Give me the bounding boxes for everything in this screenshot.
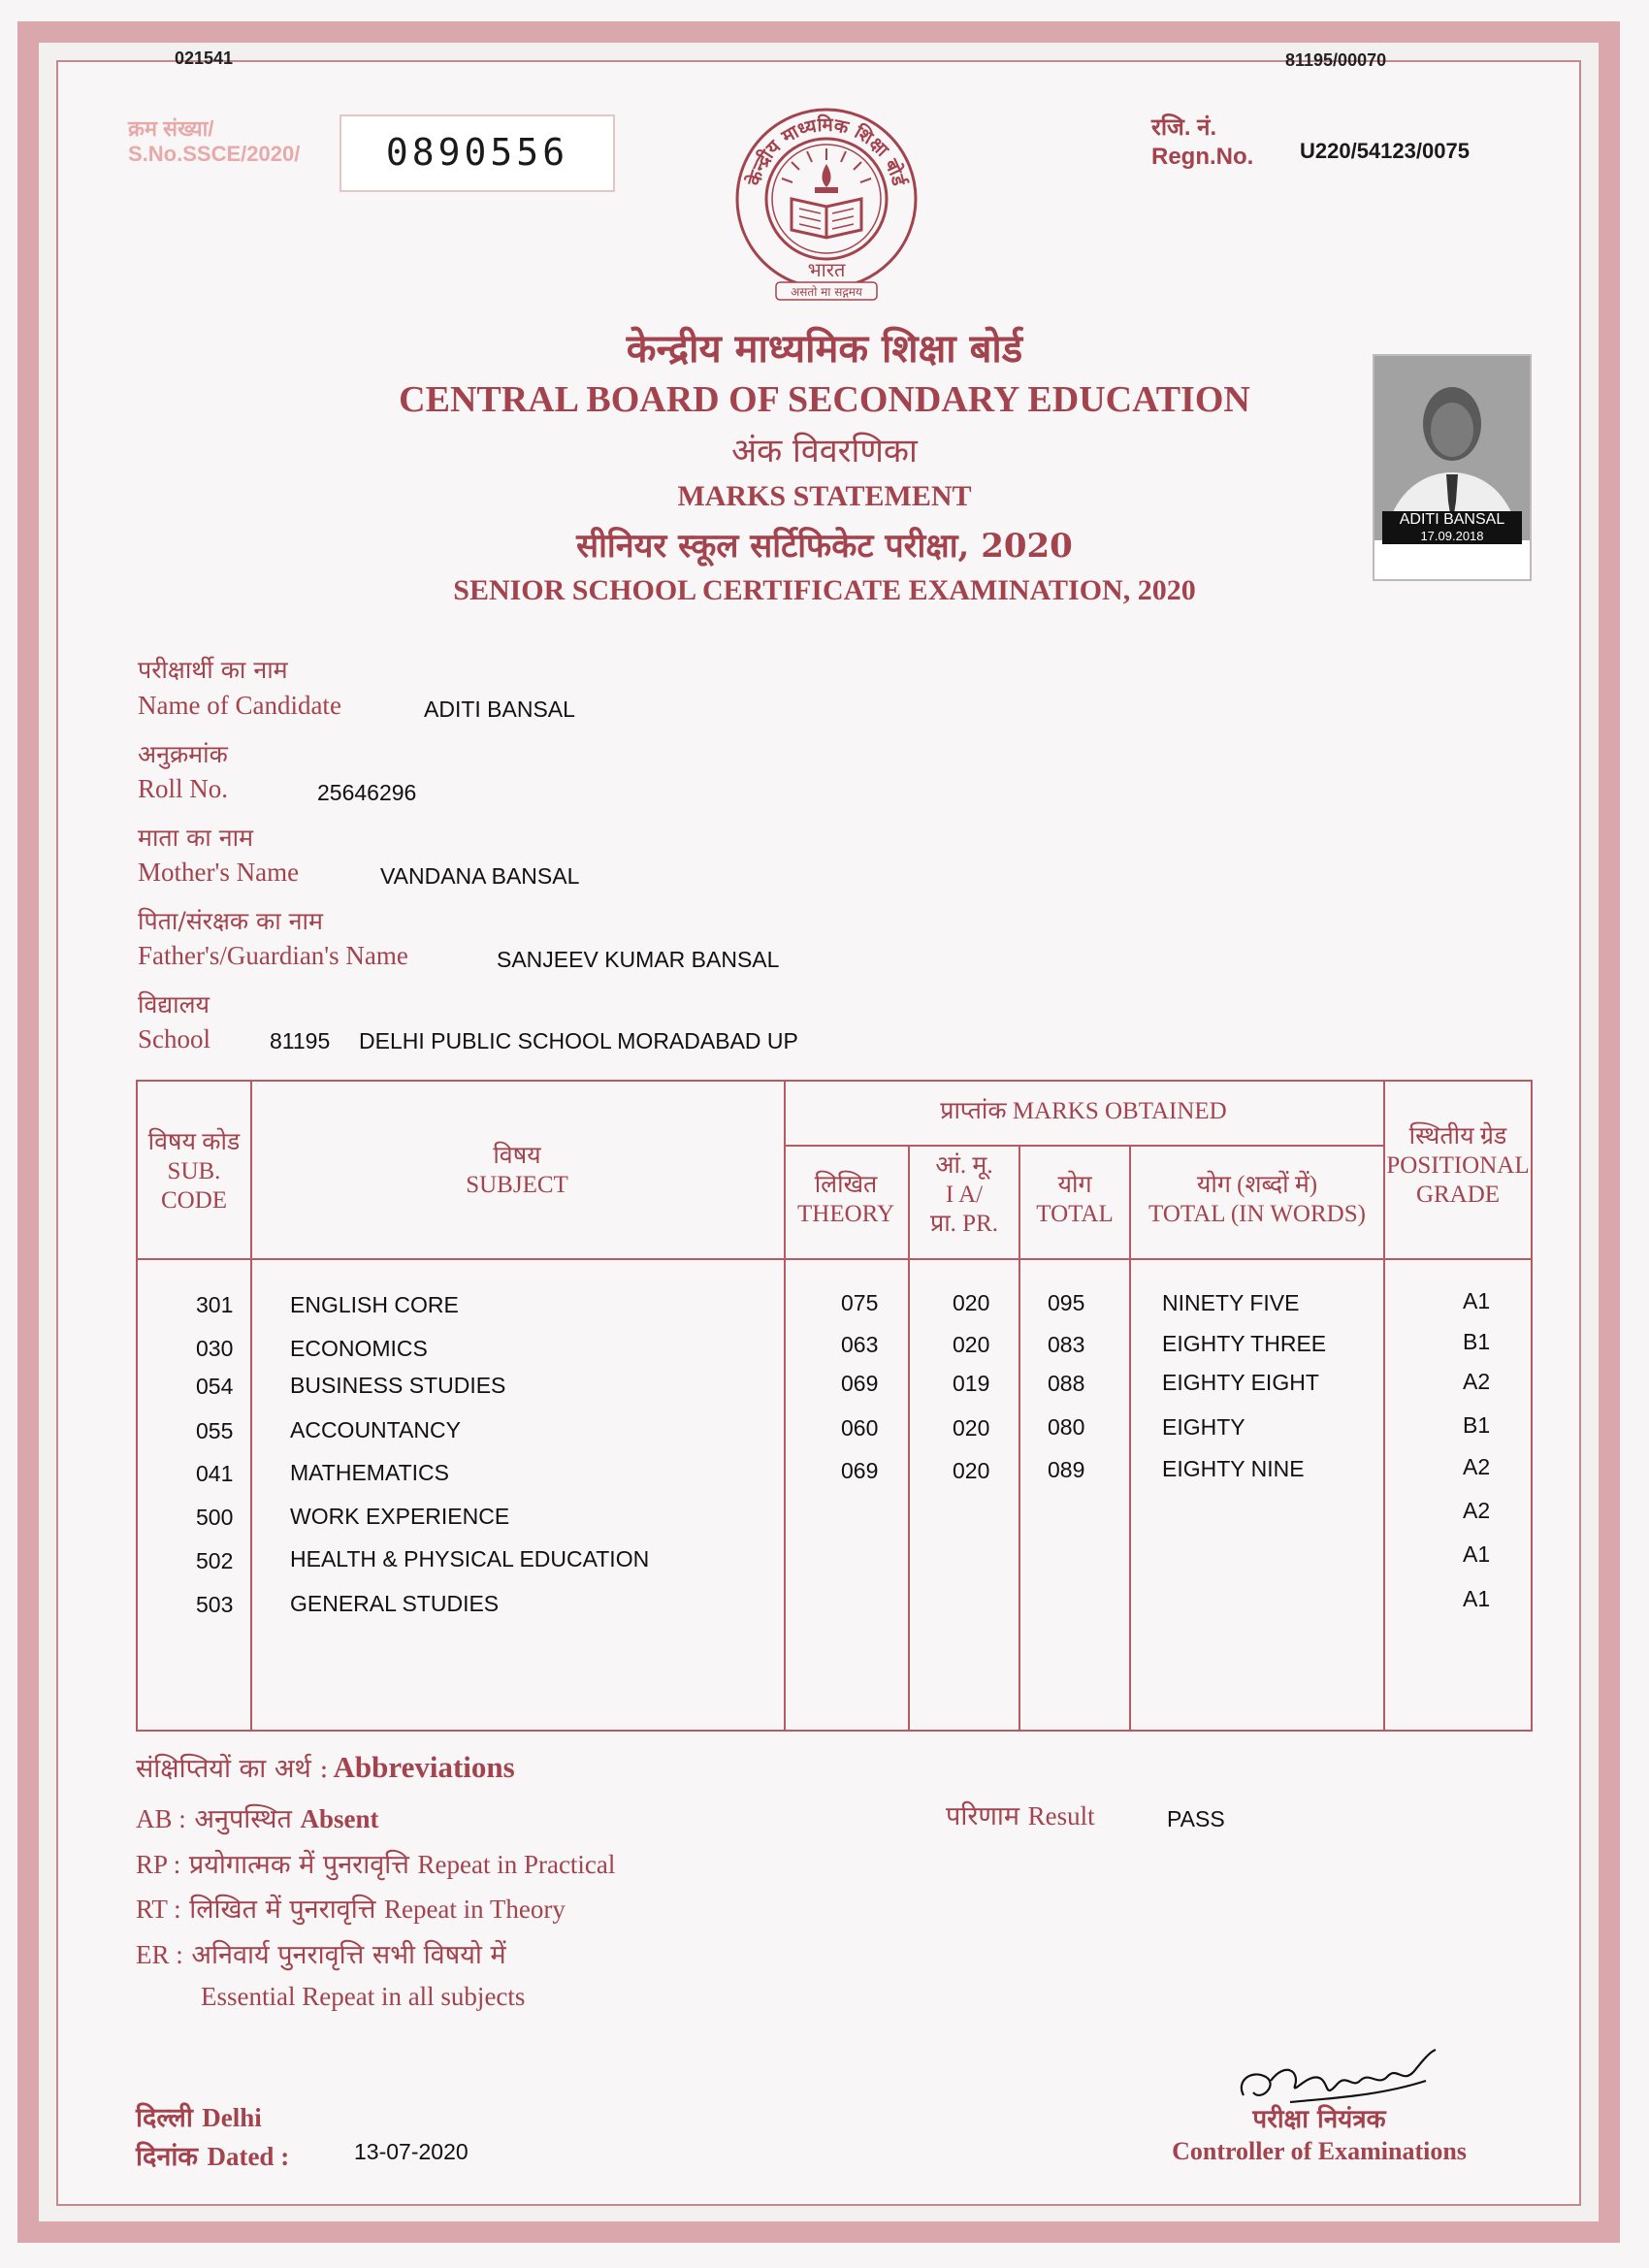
header-grade-line2: GRADE <box>1415 1182 1501 1208</box>
result-label-hindi: परिणाम <box>946 1801 1020 1831</box>
dated-value: 13-07-2020 <box>354 2139 469 2164</box>
header-total-english: TOTAL <box>1036 1201 1114 1227</box>
row-theory: 069 <box>841 1458 879 1483</box>
header-grade-line1: POSITIONAL <box>1386 1152 1530 1179</box>
row-subject: GENERAL STUDIES <box>290 1591 500 1616</box>
abbr-rt <box>136 1890 566 1926</box>
serial-label-english: S.No.SSCE/2020/ <box>128 142 301 166</box>
row-grade: A1 <box>1463 1288 1491 1313</box>
emblem-motto: असतो मा सद्गमय <box>791 285 862 299</box>
photo-caption-name: ADITI BANSAL <box>1399 511 1505 528</box>
school-code: 81195 <box>270 1028 331 1053</box>
board-title-hindi: केन्द्रीय माध्यमिक शिक्षा बोर्ड <box>626 326 1023 372</box>
row-ia: 020 <box>953 1332 990 1357</box>
row-total: 088 <box>1048 1371 1085 1396</box>
statement-title-hindi: अंक विवरणिका <box>731 432 918 470</box>
row-total: 080 <box>1048 1414 1085 1440</box>
board-title-english: CENTRAL BOARD OF SECONDARY EDUCATION <box>399 379 1250 420</box>
row-theory: 060 <box>841 1415 879 1441</box>
school-label-hindi: विद्यालय <box>138 990 210 1019</box>
dated-label-english: Dated : <box>207 2142 290 2171</box>
row-total: 083 <box>1048 1332 1085 1357</box>
header-theory-english: THEORY <box>797 1201 894 1227</box>
row-code: 054 <box>196 1374 234 1399</box>
abbr-rt-hindi: लिखित में पुनरावृत्ति <box>189 1895 376 1925</box>
header-total <box>1020 1171 1129 1229</box>
row-grade: B1 <box>1463 1329 1491 1354</box>
abbr-rp-hindi: प्रयोगात्मक में पुनरावृत्ति <box>188 1850 409 1880</box>
header-marks-obtained-hindi: प्राप्तांक <box>940 1098 1007 1124</box>
abbreviations-title <box>136 1749 515 1785</box>
row-code: 030 <box>196 1336 234 1361</box>
row-ia: 020 <box>953 1415 990 1441</box>
controller-label-english: Controller of Examinations <box>1172 2137 1467 2165</box>
abbr-rp-english: Repeat in Practical <box>417 1850 616 1879</box>
row-theory: 075 <box>841 1290 879 1315</box>
header-grade-hindi: स्थितीय ग्रेड <box>1408 1123 1507 1150</box>
left-corner-code: 021541 <box>175 49 234 68</box>
header-subject-hindi: विषय <box>493 1143 541 1169</box>
result-label-english: Result <box>1027 1801 1095 1831</box>
header-marks-obtained-english: MARKS OBTAINED <box>1012 1098 1227 1124</box>
header-marks-obtained <box>784 1097 1383 1126</box>
mother-name: VANDANA BANSAL <box>380 863 580 889</box>
row-grade: A1 <box>1463 1541 1491 1567</box>
abbreviations-title-english: Abbreviations <box>333 1750 515 1784</box>
abbr-ab-hindi: अनुपस्थित <box>194 1804 292 1834</box>
header-ia-pr <box>910 1151 1018 1239</box>
row-ia: 019 <box>953 1371 990 1396</box>
roll-label: Roll No. <box>138 774 229 803</box>
row-subject: ECONOMICS <box>290 1336 428 1361</box>
exam-title-english: SENIOR SCHOOL CERTIFICATE EXAMINATION, 2020 <box>453 574 1196 606</box>
dated-label <box>136 2137 289 2173</box>
right-corner-code: 81195/00070 <box>1285 50 1387 70</box>
result-label <box>946 1797 1095 1832</box>
header-sub-code-line2: CODE <box>160 1187 228 1214</box>
row-theory: 063 <box>841 1332 879 1357</box>
candidate-photo <box>1373 354 1532 581</box>
candidate-name: ADITI BANSAL <box>424 697 575 722</box>
photo-caption-date: 17.09.2018 <box>1420 529 1484 543</box>
abbr-rt-prefix: RT : <box>136 1895 181 1924</box>
school-name: DELHI PUBLIC SCHOOL MORADABAD UP <box>359 1028 798 1053</box>
header-total-hindi: योग <box>1057 1172 1092 1198</box>
header-subject-english: SUBJECT <box>466 1172 568 1198</box>
row-theory: 069 <box>841 1371 879 1396</box>
row-total-words: EIGHTY <box>1162 1414 1245 1440</box>
roll-number: 25646296 <box>317 780 417 805</box>
registration-label-hindi: रजि. नं. <box>1151 114 1217 141</box>
header-theory-hindi: लिखित <box>814 1172 878 1198</box>
row-subject: HEALTH & PHYSICAL EDUCATION <box>290 1546 650 1571</box>
row-code: 041 <box>196 1461 234 1486</box>
registration-number: U220/54123/0075 <box>1300 139 1470 163</box>
row-code: 055 <box>196 1418 234 1443</box>
row-code: 502 <box>196 1548 234 1573</box>
father-name: SANJEEV KUMAR BANSAL <box>497 947 780 972</box>
emblem-country: भारत <box>807 258 846 281</box>
header-sub-code-line1: SUB. <box>167 1158 221 1184</box>
registration-label <box>1151 113 1253 172</box>
abbr-ab <box>136 1799 379 1835</box>
abbr-rp <box>136 1845 615 1881</box>
header-total-words-english: TOTAL (IN WORDS) <box>1148 1201 1366 1227</box>
abbr-er <box>136 1935 506 1971</box>
roll-label-hindi: अनुक्रमांक <box>138 740 228 768</box>
abbr-ab-prefix: AB : <box>136 1804 186 1833</box>
row-code: 301 <box>196 1292 234 1317</box>
row-code: 503 <box>196 1592 234 1617</box>
emblem-ring-text: केन्द्रीय माध्यमिक शिक्षा बोर्ड <box>743 113 910 188</box>
result-value: PASS <box>1167 1806 1225 1831</box>
row-code: 500 <box>196 1505 234 1530</box>
abbr-er-prefix: ER : <box>136 1940 183 1969</box>
header-pr: प्रा. PR. <box>929 1211 999 1237</box>
mother-label-hindi: माता का नाम <box>138 824 254 852</box>
registration-label-english: Regn.No. <box>1151 144 1254 170</box>
abbreviations-title-hindi: संक्षिप्तियों का अर्थ : <box>136 1754 329 1784</box>
header-theory <box>784 1171 908 1229</box>
abbr-er-english: Essential Repeat in all subjects <box>201 1982 526 2011</box>
abbr-rt-english: Repeat in Theory <box>383 1895 566 1924</box>
row-ia: 020 <box>953 1458 990 1483</box>
abbr-ab-english: Absent <box>300 1804 379 1833</box>
candidate-name-label: Name of Candidate <box>138 691 341 720</box>
row-total-words: NINETY FIVE <box>1162 1290 1300 1315</box>
row-grade: B1 <box>1463 1412 1491 1438</box>
father-label: Father's/Guardian's Name <box>138 941 408 970</box>
row-grade: A2 <box>1463 1498 1491 1523</box>
row-subject: ACCOUNTANCY <box>290 1417 461 1442</box>
row-grade: A2 <box>1463 1454 1491 1479</box>
row-total: 095 <box>1048 1290 1085 1315</box>
header-sub-code <box>138 1128 250 1215</box>
place-english: Delhi <box>202 2103 262 2132</box>
serial-label-hindi: क्रम संख्या/ <box>128 116 214 141</box>
row-total-words: EIGHTY EIGHT <box>1162 1370 1319 1395</box>
dated-label-hindi: दिनांक <box>136 2142 199 2172</box>
candidate-name-label-hindi: परीक्षार्थी का नाम <box>138 656 288 684</box>
cbse-emblem-icon <box>729 102 923 301</box>
photo-caption <box>1382 511 1522 544</box>
abbr-rp-prefix: RP : <box>136 1850 181 1879</box>
header-total-words-hindi: योग (शब्दों में) <box>1196 1172 1318 1198</box>
place <box>136 2098 262 2134</box>
marks-table <box>136 1080 1533 1732</box>
row-subject: BUSINESS STUDIES <box>290 1373 506 1398</box>
header-subject <box>250 1142 784 1200</box>
row-subject: MATHEMATICS <box>290 1460 449 1485</box>
father-label-hindi: पिता/संरक्षक का नाम <box>138 907 323 935</box>
row-subject: WORK EXPERIENCE <box>290 1504 510 1529</box>
row-grade: A1 <box>1463 1586 1491 1611</box>
header-grade <box>1385 1122 1531 1210</box>
school-label: School <box>138 1024 211 1053</box>
abbr-er-hindi: अनिवार्य पुनरावृत्ति सभी विषयो में <box>191 1940 506 1970</box>
header-sub-code-hindi: विषय कोड <box>147 1129 241 1155</box>
statement-title-english: MARKS STATEMENT <box>677 480 972 512</box>
serial-label <box>128 116 300 167</box>
serial-number-box: 0890556 <box>340 114 615 192</box>
header-ia-english: I A/ <box>945 1182 984 1208</box>
mother-label: Mother's Name <box>138 858 300 887</box>
row-total-words: EIGHTY NINE <box>1162 1456 1305 1481</box>
exam-title-hindi: सीनियर स्कूल सर्टिफिकेट परीक्षा, 2020 <box>576 527 1073 566</box>
row-total-words: EIGHTY THREE <box>1162 1331 1327 1356</box>
row-total: 089 <box>1048 1457 1085 1482</box>
header-ia-hindi: आं. मू. <box>935 1152 993 1179</box>
controller-label-hindi: परीक्षा नियंत्रक <box>1252 2105 1386 2134</box>
row-subject: ENGLISH CORE <box>290 1292 459 1317</box>
row-ia: 020 <box>953 1290 990 1315</box>
place-hindi: दिल्ली <box>136 2103 193 2133</box>
header-total-words <box>1131 1171 1383 1229</box>
row-grade: A2 <box>1463 1369 1491 1394</box>
